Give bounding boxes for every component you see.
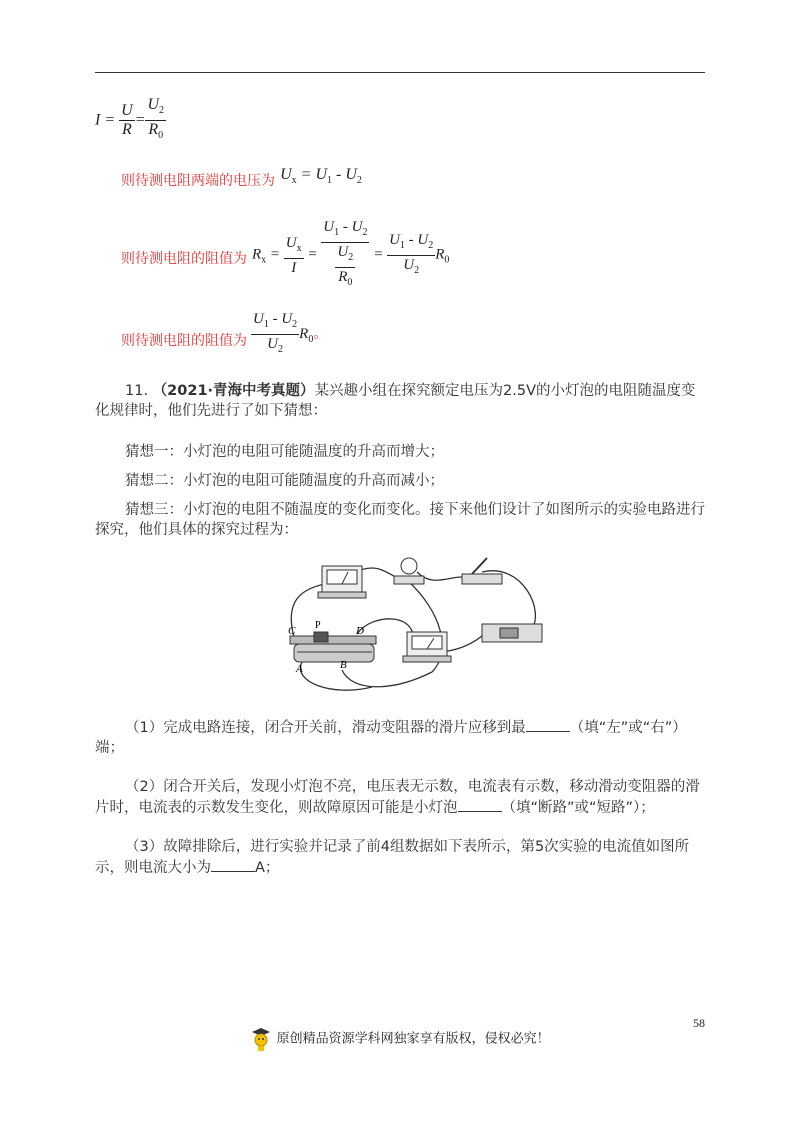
scholar-logo-icon bbox=[250, 1026, 272, 1052]
page-number: 58 bbox=[693, 1016, 705, 1030]
question-intro: 11. （2021·青海中考真题）某兴趣小组在探究额定电压为2.5V的小灯泡的电阻随温度变化规律时，他们先进行了如下猜想： bbox=[95, 383, 696, 419]
voltage-line: 则待测电阻两端的电压为 $U_x = U_1 - U_2$ bbox=[121, 166, 362, 189]
bulb bbox=[394, 558, 424, 584]
formula-current: I = $\frac{U}{R}$ = $\frac{U_2}{R_0}$ bbox=[95, 96, 165, 142]
footer bbox=[0, 1026, 800, 1052]
resistance-line-1: 则待测电阻的阻值为 bbox=[121, 251, 247, 267]
answer-blank-2[interactable] bbox=[458, 797, 502, 812]
resistance-line-2: 则待测电阻的阻值为 bbox=[121, 333, 247, 349]
battery bbox=[482, 624, 542, 642]
label-d: D bbox=[356, 625, 364, 637]
footer-text: 原创精品资源学科网独家享有版权，侵权必究！ bbox=[276, 1031, 550, 1047]
subquestion-1: （1）完成电路连接，闭合开关前，滑动变阻器的滑片应移到最 （填“左”或“右”）端； bbox=[95, 717, 705, 758]
subquestion-3: （3）故障排除后，进行实验并记录了前4组数据如下表所示，第5次实验的电流值如图所示，则电流大小为 A； bbox=[95, 839, 690, 876]
label-b: B bbox=[340, 659, 347, 671]
guess-3: 猜想三：小灯泡的电阻不随温度的变化而变化。接下来他们设计了如图所示的实验电路进行探究，他们具体的探究过程为： bbox=[95, 502, 705, 538]
guess-2: 猜想二：小灯泡的电阻可能随温度的升高而减小； bbox=[125, 473, 444, 489]
label-c: C bbox=[288, 625, 296, 637]
ammeter bbox=[403, 632, 451, 662]
voltmeter bbox=[318, 566, 366, 598]
circuit-diagram bbox=[272, 552, 552, 702]
answer-blank-3[interactable] bbox=[211, 857, 255, 872]
header-rule bbox=[95, 72, 705, 73]
formula-resistance: $R_x$ = $\frac{U_x}{I}$ = $\frac{U_1 - U_2}{\frac{U_2}{R_0}}$ = $\frac{U_1 - U_2}{U_2}$ $R_0$ bbox=[252, 219, 450, 288]
label-p: P bbox=[315, 620, 321, 631]
answer-blank-1[interactable] bbox=[526, 717, 570, 732]
label-a: A bbox=[296, 663, 303, 675]
formula-resistance-final: $\frac{U_1 - U_2}{U_2}$ $R_0$。 bbox=[253, 311, 328, 355]
subquestion-2: （2）闭合开关后，发现小灯泡不亮，电压表无示数，电流表有示数，移动滑动变阻器的滑片时，电流表的示数发生变化，则故障原因可能是小灯泡 （填“断路”或“短路”）； bbox=[95, 779, 700, 816]
guess-1: 猜想一：小灯泡的电阻可能随温度的升高而增大； bbox=[125, 444, 444, 460]
